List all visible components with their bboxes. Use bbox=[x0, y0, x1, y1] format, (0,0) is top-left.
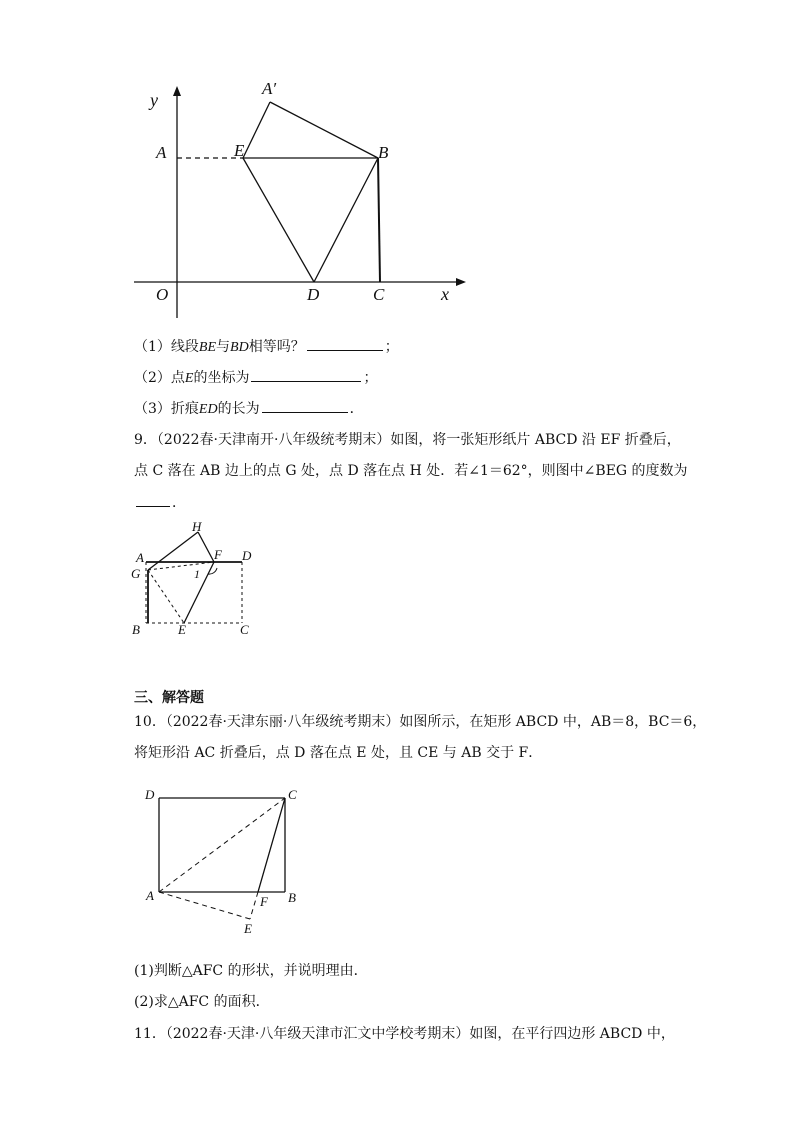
q8-part3 bbox=[134, 400, 364, 419]
label-a: A bbox=[156, 143, 167, 162]
label-f: F bbox=[260, 894, 268, 909]
figure-rectangle-fold bbox=[128, 518, 258, 640]
q9-line3 bbox=[134, 494, 186, 512]
label-d: D bbox=[145, 787, 155, 802]
q10-line2: 将矩形沿 AC 折叠后，点 D 落在点 E 处，且 CE 与 AB 交于 F． bbox=[134, 745, 543, 761]
label-d: D bbox=[307, 285, 320, 304]
label-f: F bbox=[214, 547, 222, 562]
label-d: D bbox=[242, 548, 252, 563]
q11-line1: 11．（2022春·天津·八年级天津市汇文中学校考期末）如图，在平行四边形 ABCD 中， bbox=[134, 1026, 675, 1042]
answer-blank-3[interactable] bbox=[262, 400, 348, 413]
q8-p2-tail: ； bbox=[363, 370, 378, 386]
q8-p1-end: 相等吗？ bbox=[248, 339, 305, 355]
x-axis-arrow bbox=[456, 278, 466, 286]
answer-blank-2[interactable] bbox=[251, 369, 361, 382]
label-e: E bbox=[178, 622, 186, 637]
segment-a-e-dashed bbox=[159, 892, 250, 919]
label-b: B bbox=[378, 143, 389, 162]
answer-blank-1[interactable] bbox=[307, 338, 383, 351]
q8-p1-tail: ； bbox=[384, 339, 399, 355]
q8-p3-prefix: （3）折痕 bbox=[134, 401, 199, 417]
q8-p2-e: E bbox=[184, 371, 194, 386]
label-o: O bbox=[156, 285, 169, 304]
segment-b-c bbox=[378, 158, 380, 282]
q8-p1-prefix: （1）线段 bbox=[134, 339, 199, 355]
q8-part2 bbox=[134, 369, 377, 388]
q8-p3-tail: ． bbox=[349, 401, 364, 417]
segment-aprime-b bbox=[270, 102, 378, 158]
label-h: H bbox=[192, 519, 202, 534]
label-a-prime: A′ bbox=[262, 80, 277, 98]
label-g: G bbox=[131, 566, 141, 581]
section-title: 三、解答题 bbox=[134, 690, 204, 706]
label-e: E bbox=[244, 921, 252, 936]
label-a: A bbox=[136, 550, 144, 565]
label-c: C bbox=[373, 285, 385, 304]
figure-coordinate-fold-svg bbox=[130, 80, 470, 320]
answer-blank-4[interactable] bbox=[136, 494, 170, 507]
segment-g-e-dashed bbox=[148, 570, 184, 623]
figure-rectangle-fold-svg bbox=[128, 518, 258, 640]
q8-p3-end: 的长为 bbox=[217, 401, 260, 417]
q9-line1: 9．（2022春·天津南开·八年级统考期末）如图，将一张矩形纸片 ABCD 沿 EF 折叠后， bbox=[134, 432, 681, 448]
label-b: B bbox=[132, 622, 140, 637]
q10-sub1: (1)判断△AFC 的形状，并说明理由． bbox=[134, 963, 368, 979]
segment-g-h bbox=[148, 532, 198, 570]
q8-p2-prefix: （2）点 bbox=[134, 370, 185, 386]
q9-line3-tail: ． bbox=[172, 495, 186, 511]
label-angle-1: 1 bbox=[194, 567, 200, 581]
segment-c-f bbox=[258, 798, 285, 892]
figure-rectangle-ac-fold-svg bbox=[140, 782, 310, 942]
label-y: y bbox=[150, 90, 158, 110]
figure-coordinate-fold bbox=[130, 80, 470, 320]
segment-a-c-dashed bbox=[159, 798, 285, 892]
y-axis-arrow bbox=[173, 86, 181, 96]
segment-e-d bbox=[243, 158, 314, 282]
q8-p1-be: BE bbox=[198, 340, 217, 355]
segment-e-aprime bbox=[243, 102, 270, 158]
figure-rectangle-ac-fold bbox=[140, 782, 310, 942]
q9-line2: 点 C 落在 AB 边上的点 G 处，点 D 落在点 H 处．若∠1＝62°，则图中∠BEG 的度数为 bbox=[134, 463, 688, 479]
q10-line1: 10．（2022春·天津东丽·八年级统考期末）如图所示，在矩形 ABCD 中，AB＝8，BC＝6， bbox=[134, 714, 707, 730]
segment-b-d bbox=[314, 158, 378, 282]
q8-p1-mid: 与 bbox=[216, 339, 231, 355]
q8-p3-ed: ED bbox=[198, 402, 218, 417]
label-c: C bbox=[288, 787, 297, 802]
segment-h-f bbox=[198, 532, 214, 562]
label-b: B bbox=[288, 890, 296, 905]
label-e: E bbox=[234, 141, 245, 160]
label-x: x bbox=[441, 284, 449, 304]
label-a: A bbox=[146, 888, 154, 903]
q8-p1-bd: BD bbox=[230, 340, 249, 355]
q8-part1 bbox=[134, 338, 399, 357]
segment-f-e-dashed bbox=[250, 892, 258, 919]
label-c: C bbox=[240, 622, 249, 637]
q8-p2-end: 的坐标为 bbox=[193, 370, 250, 386]
q10-sub2: (2)求△AFC 的面积． bbox=[134, 994, 270, 1010]
